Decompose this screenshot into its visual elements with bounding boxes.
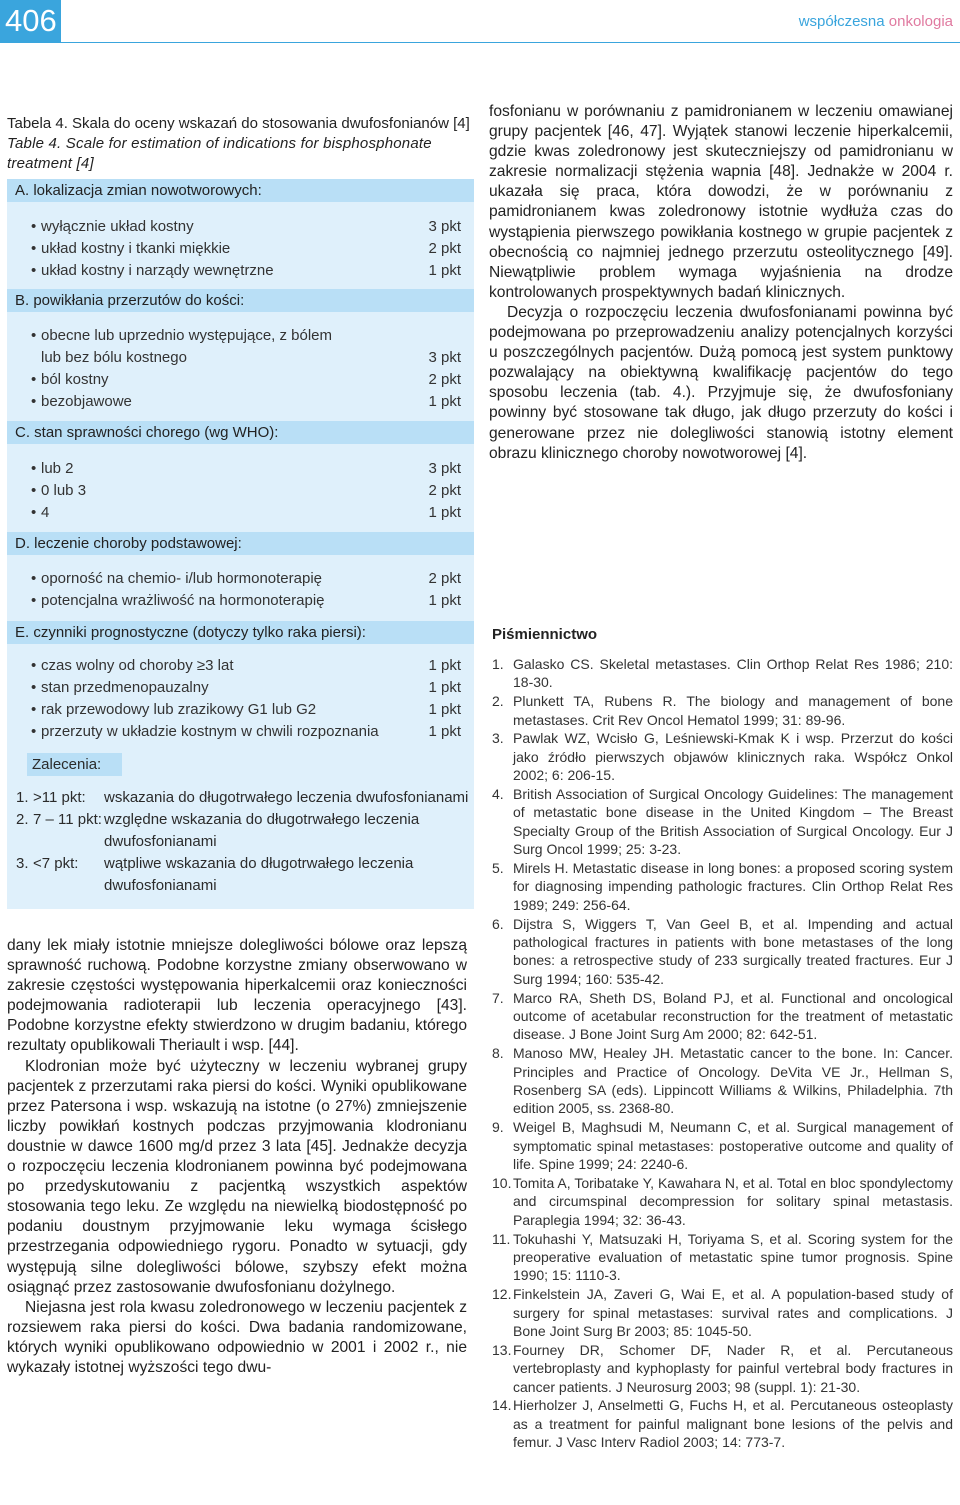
reference-item: [492, 729, 953, 784]
left-body-text: [7, 936, 467, 1378]
reference-text: Manoso MW, Healey JH. Metastatic cancer to the bone. In: Cancer. Principles and Practice of Oncology. DeVita VE Jr., Hellman S, Rosenberg SA (eds). Lippincott Williams & Wilkins, Philadelphia. 7th edition 2005, ss. 2368-80.: [513, 1045, 953, 1117]
recommendation-number: 1.: [16, 789, 29, 806]
row-points: 2 pkt: [428, 570, 461, 587]
recommendation-number: 3.: [16, 855, 29, 872]
recommendation-criterion: >11 pkt:: [33, 789, 86, 806]
bullet-icon: •: [31, 460, 37, 477]
table-row: [31, 655, 461, 677]
table-row: [31, 260, 461, 282]
row-label: ból kostny: [41, 371, 109, 388]
recommendation-text: wskazania do długotrwałego leczenia dwufosfonianami: [104, 789, 469, 806]
reference-number: 12.: [492, 1286, 512, 1303]
reference-number: 8.: [492, 1045, 504, 1062]
row-points: 1 pkt: [428, 262, 461, 279]
recommendation-criterion: <7 pkt:: [33, 855, 79, 872]
recommendation-text: względne wskazania do długotrwałego leczenia dwufosfonianami: [104, 811, 420, 850]
reference-item: [492, 1230, 953, 1285]
reference-item: [492, 692, 953, 729]
body-paragraph: Klodronian może być użyteczny w leczeniu wybranej grupy pacjentek z przerzutami raka piersi do kości. Wyniki opublikowane przez Patersona i wsp. wskazują na istotne (o 27%) zmniejszenie liczby powikłań kostnych podczas przyjmowania klodronianu doustnie w dawce 1600 mg/d przez 3 lata [45]. Jednakże decyzja o rozpoczęciu leczenia klodronianem powinna być podejmowana po przedyskutowaniu z pacjentką wszystkich aspektów stosowania tego leku. Ze względu na niewielką biodostępność po podaniu doustnym przyjmowanie leku wymaga ścisłego przestrzegania odpowiedniego rygoru. Ponadto w sytuacji, gdy występują silne dolegliwości bólowe, szybszy efekt można osiągnąć przez zastosowanie dwufosfonianu dożylnego.: [7, 1057, 467, 1296]
table-row: [31, 325, 461, 347]
row-label: wyłącznie układ kostny: [41, 218, 194, 235]
bullet-icon: •: [31, 657, 37, 674]
row-label: obecne lub uprzednio występujące, z bólem: [41, 327, 333, 344]
table-section-header: C. stan sprawności chorego (wg WHO):: [7, 421, 474, 444]
reference-text: Tomita A, Toribatake Y, Kawahara N, et al. Total en bloc spondylectomy and circumspinal decompression for solitary spinal metastasis. Paraplegia 1994; 32: 36-43.: [513, 1174, 953, 1228]
journal-title-part2: onkologia: [888, 13, 953, 30]
reference-item: [492, 859, 953, 914]
references-title: Piśmiennictwo: [492, 626, 598, 643]
bullet-icon: •: [31, 482, 37, 499]
body-paragraph: Decyzja o rozpoczęciu leczenia dwufosfonianami powinna być podejmowana po przeprowadzeniu analizy potencjalnych korzyści u poszczególnych pacjentów. Dużą pomocą jest system punktowy pozwalający na obiektywną kwalifikację pacjentów do tego sposobu leczenia (tab. 4.). Przyjmuje się, że dwufosfoniany powinny być stosowane tak długo, jak długo przerzuty do kości i generowane przez nie dolegliwości stanowią istotny element obrazu klinicznego choroby nowotworowej [4].: [489, 303, 953, 462]
row-points: 1 pkt: [428, 723, 461, 740]
row-points: 2 pkt: [428, 240, 461, 257]
table-caption-pl: Tabela 4. Skala do oceny wskazań do stosowania dwufosfonianów [4]: [7, 115, 470, 132]
reference-text: Plunkett TA, Rubens R. The biology and management of bone metastases. Crit Rev Oncol Hematol 1999; 31: 89-96.: [513, 693, 953, 728]
journal-title: [799, 13, 953, 31]
references-list: [492, 655, 953, 1452]
page-number-box: [0, 0, 61, 42]
row-label: oporność na chemio- i/lub hormonoterapię: [41, 570, 322, 587]
row-points: 2 pkt: [428, 371, 461, 388]
reference-text: Weigel B, Maghsudi M, Neumann C, et al. Surgical management of symptomatic spinal metastases: postoperative outcome and quality of life. Spine 1999; 24: 2240-6.: [513, 1119, 953, 1173]
journal-title-part1: współczesna: [798, 13, 885, 30]
reference-text: Tokuhashi Y, Matsuzaki H, Toriyama S, et al. Scoring system for the preoperative evaluation of metastatic spine tumor prognosis. Spine 1990; 15: 1110-3.: [513, 1230, 953, 1284]
reference-item: [492, 989, 953, 1044]
reference-item: [492, 655, 953, 692]
table-row: [31, 369, 461, 391]
bullet-icon: •: [31, 592, 37, 609]
row-points: 1 pkt: [428, 701, 461, 718]
row-label: stan przedmenopauzalny: [41, 679, 209, 696]
bullet-icon: •: [31, 679, 37, 696]
reference-number: 7.: [492, 989, 504, 1006]
row-label: potencjalna wrażliwość na hormonoterapię: [41, 592, 325, 609]
reference-item: [492, 1174, 953, 1229]
row-points: 2 pkt: [428, 482, 461, 499]
reference-item: [492, 1341, 953, 1396]
page-number: 406: [5, 3, 57, 38]
reference-number: 6.: [492, 915, 504, 932]
row-label: bezobjawowe: [41, 393, 132, 410]
table-row: [31, 216, 461, 238]
row-points: 1 pkt: [428, 592, 461, 609]
row-label: lub bez bólu kostnego: [41, 349, 187, 366]
row-label: 4: [41, 504, 50, 521]
reference-text: Pawlak WZ, Wcisło G, Leśniewski-Kmak K i wsp. Przerzut do kości jako źródło pierwszych objawów klinicznych raka. Współcz Onkol 2002; 6: 206-15.: [513, 730, 953, 784]
body-paragraph: Niejasna jest rola kwasu zoledronowego w leczeniu pacjentek z rozsiewem raka piersi do kości. Dwa badania randomizowane, których wyniki opublikowano odpowiednio w 2001 i 2002 r., nie wykazały istotnej wyższości tego dwu-: [7, 1298, 467, 1376]
recommendations-header: Zalecenia:: [27, 753, 122, 776]
table-row: [31, 502, 461, 524]
table-row: [31, 480, 461, 502]
reference-number: 14.: [492, 1397, 512, 1414]
reference-number: 11.: [492, 1230, 511, 1247]
table-row: [31, 238, 461, 260]
table-row: [31, 721, 461, 743]
reference-number: 1.: [492, 656, 504, 672]
reference-number: 13.: [492, 1341, 512, 1358]
table-row: [31, 458, 461, 480]
row-label: układ kostny i narządy wewnętrzne: [41, 262, 274, 279]
reference-item: [492, 1044, 953, 1118]
reference-number: 9.: [492, 1119, 504, 1136]
reference-text: Galasko CS. Skeletal metastases. Clin Orthop Relat Res 1986; 210: 18-30.: [513, 656, 953, 691]
bullet-icon: •: [31, 504, 37, 521]
table-row: [31, 347, 461, 369]
row-label: rak przewodowy lub zrazikowy G1 lub G2: [41, 701, 317, 718]
body-paragraph: fosfonianu w porównaniu z pamidronianem w leczeniu omawianej grupy pacjentek [46, 47]. Wyjątek stanowi leczenie hiperkalcemii, gdzie kwas zoledronowy jest skuteczniejszy od pamidronianu w zakresie normalizacji stężenia wapnia [48]. Jednakże w 2004 r. ukazała się praca, która dowodzi, że w porównaniu z pamidronianem kwas zoledronowy istotnie wydłuża czas do wystąpienia pierwszego powikłania kostnego w grupie pacjentek z obecnością co najmniej jednego przerzutu osteolitycznego [49]. Niewątpliwie problem wymaga wyjaśnienia na drodze kontrolowanych prospektywnych badań klinicznych.: [489, 103, 953, 301]
table-caption-en: Table 4. Scale for estimation of indications for bisphosphonate treatment [4]: [7, 135, 432, 172]
reference-item: [492, 1396, 953, 1451]
reference-number: 4.: [492, 786, 504, 803]
table-section-header: D. leczenie choroby podstawowej:: [7, 532, 474, 555]
recommendation-number: 2.: [16, 811, 29, 828]
row-points: 1 pkt: [428, 679, 461, 696]
table-section-header: E. czynniki prognostyczne (dotyczy tylko raka piersi):: [7, 621, 474, 644]
row-points: 1 pkt: [428, 504, 461, 521]
reference-text: British Association of Surgical Oncology Guidelines: The management of metastatic bone disease in the United Kingdom – The Breast Specialty Group of the British Association of Surgical Oncology. Eur J Surg Oncol 1999; 25: 3-23.: [513, 786, 953, 858]
right-body-text: [489, 102, 953, 464]
row-points: 3 pkt: [428, 349, 461, 366]
table-section-header: B. powikłania przerzutów do kości:: [7, 289, 474, 312]
recommendation-criterion: 7 – 11 pkt:: [33, 811, 102, 828]
table-row: [31, 391, 461, 413]
row-label: czas wolny od choroby ≥3 lat: [41, 657, 234, 674]
reference-text: Marco RA, Sheth DS, Boland PJ, et al. Functional and oncological outcome of acetabular reconstruction for the treatment of metastatic disease. J Bone Joint Surg Am 2000; 82: 642-51.: [513, 989, 953, 1043]
body-paragraph: dany lek miały istotnie mniejsze dolegliwości bólowe oraz lepszą sprawność ruchową. Podobne korzystne zmiany obserwowano w zakresie częstości występowania hiperkalcemii oraz konieczności podejmowania radioterapii lub leczenia operacyjnego [43]. Podobne korzystne efekty stwierdzono w drugim badaniu, którego rezultaty opublikowali Theriault i wsp. [44].: [7, 937, 467, 1055]
table-row: [31, 590, 461, 612]
bullet-icon: •: [31, 701, 37, 718]
recommendation-text: wątpliwe wskazania do długotrwałego leczenia dwufosfonianami: [104, 855, 414, 894]
reference-item: [492, 1118, 953, 1173]
bullet-icon: •: [31, 218, 37, 235]
table-caption: [7, 114, 475, 174]
row-label: lub 2: [41, 460, 74, 477]
row-points: 1 pkt: [428, 657, 461, 674]
score-table: [7, 179, 474, 909]
reference-text: Hierholzer J, Anselmetti G, Fuchs H, et al. Percutaneous osteoplasty as a treatment for painful malignant bone lesions of the pelvis and femur. J Vasc Interv Radiol 2003; 14: 773-7.: [513, 1397, 953, 1451]
reference-text: Mirels H. Metastatic disease in long bones: a proposed scoring system for diagnosing impending pathologic fractures. Clin Orthop Relat Res 1989; 249: 256-64.: [513, 860, 953, 913]
row-label: układ kostny i tkanki miękkie: [41, 240, 231, 257]
bullet-icon: •: [31, 327, 37, 344]
reference-number: 2.: [492, 693, 504, 710]
bullet-icon: •: [31, 240, 37, 257]
bullet-icon: •: [31, 393, 37, 410]
row-points: 3 pkt: [428, 218, 461, 235]
reference-text: Finkelstein JA, Zaveri G, Wai E, et al. A population-based study of surgery for spinal metastases: survival rates and complications. J Bone Joint Surg Br 2003; 85: 1045-50.: [513, 1286, 953, 1339]
page-header: [0, 0, 960, 44]
table-section-header: A. lokalizacja zmian nowotworowych:: [7, 179, 474, 202]
reference-text: Fourney DR, Schomer DF, Nader R, et al. Percutaneous vertebroplasty and kyphoplasty for painful vertebral body fractures in cancer patients. J Neurosurg 2003; 98 (suppl. 1): 21-30.: [513, 1341, 953, 1395]
bullet-icon: •: [31, 723, 37, 740]
reference-item: [492, 915, 953, 989]
bullet-icon: •: [31, 570, 37, 587]
reference-number: 10.: [492, 1174, 512, 1191]
row-label: 0 lub 3: [41, 482, 87, 499]
row-points: 3 pkt: [428, 460, 461, 477]
reference-item: [492, 1285, 953, 1340]
row-label: przerzuty w układzie kostnym w chwili rozpoznania: [41, 723, 379, 740]
header-divider: [0, 42, 960, 43]
reference-number: 5.: [492, 860, 504, 877]
reference-text: Dijstra S, Wiggers T, Van Geel B, et al. Impending and actual pathological fractures in patients with bone metastases of the long bones: a retrospective study of 233 surgically treated fractures. Eur J Surg 1994; 160: 535-42.: [513, 915, 953, 987]
reference-item: [492, 785, 953, 859]
table-row: [31, 677, 461, 699]
row-points: 1 pkt: [428, 393, 461, 410]
table-row: [31, 568, 461, 590]
table-row: [31, 699, 461, 721]
reference-number: 3.: [492, 730, 504, 747]
bullet-icon: •: [31, 262, 37, 279]
bullet-icon: •: [31, 371, 37, 388]
